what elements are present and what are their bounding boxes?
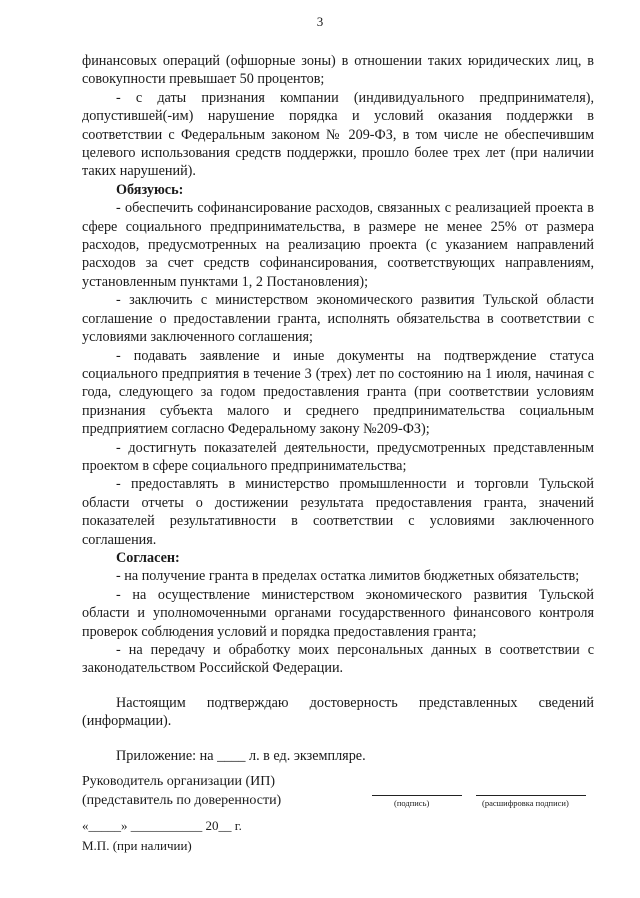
paragraph: - обеспечить софинансирование расходов, связанных с реализацией проекта в сфере социального предпринимательства, в размере не менее 25% от размера расходов, предусмотренных на реализацию проекта (с указанием направлений расходов за счет средств софинансирования, соответствующих направлениям, установленным пунктами 1, 2 Постановления); (82, 200, 594, 290)
paragraph: - предоставлять в министерство промышленности и торговли Тульской области отчеты о достижении результата предоставления гранта, значений показателей результативности в соответствии с условиями заключенного соглашения. (82, 476, 594, 548)
section-heading: Обязуюсь: (116, 181, 184, 198)
stamp-note: М.П. (при наличии) (82, 838, 192, 853)
page-number: 3 (316, 14, 324, 29)
paragraph: Приложение: на ____ л. в ед. экземпляре. (116, 747, 366, 764)
signature-decode-caption: (расшифровка подписи) (482, 798, 569, 808)
signatory-subtitle: (представитель по доверенности) (82, 793, 282, 808)
paragraph: финансовых операций (офшорные зоны) в отношении таких юридических лиц, в совокупности превышает 50 процентов; (82, 53, 594, 88)
paragraph: - достигнуть показателей деятельности, предусмотренных представленным проектом в сфере социального предпринимательства; (82, 439, 594, 474)
paragraph: - на получение гранта в пределах остатка лимитов бюджетных обязательств; (116, 568, 580, 585)
paragraph: - с даты признания компании (индивидуального предпринимателя), допустившей(-им) нарушение порядка и условий оказания поддержки в соответствии с Федеральным законом № 209-ФЗ, в том числе не обеспечившим целевого использования средств поддержки, прошло более трех лет (при наличии таких нарушений). (82, 89, 594, 180)
date-line: «_____» ___________ 20__ г. (82, 818, 242, 833)
signature-decode-line (476, 795, 586, 796)
section-heading: Согласен: (116, 549, 180, 566)
paragraph: Настоящим подтверждаю достоверность представленных сведений (информации). (82, 694, 594, 730)
signature-block (82, 772, 281, 810)
paragraph: - на передачу и обработку моих персональных данных в соответствии с законодательством Российской Федерации. (82, 642, 594, 677)
signatory-title: Руководитель организации (ИП) (82, 774, 276, 789)
document-body (82, 52, 594, 765)
signature-caption: (подпись) (394, 798, 430, 808)
signature-line (372, 795, 462, 796)
paragraph: - на осуществление министерством экономического развития Тульской области и уполномоченными органами государственного финансового контроля проверок соблюдения условий и порядка предоставления гранта; (82, 586, 594, 640)
paragraph: - заключить с министерством экономического развития Тульской области соглашение о предоставлении гранта, исполнять обязательства в соответствии с условиями заключенного соглашения; (82, 292, 594, 346)
paragraph: - подавать заявление и иные документы на подтверждение статуса социального предприятия в течение 3 (трех) лет по состоянию на 1 июля, начиная с года, следующего за годом предоставления гранта (при соответствии условиям признания субъекта малого и среднего предпринимательства социальным предприятием согласно Федеральному закону №209-ФЗ); (82, 347, 594, 438)
